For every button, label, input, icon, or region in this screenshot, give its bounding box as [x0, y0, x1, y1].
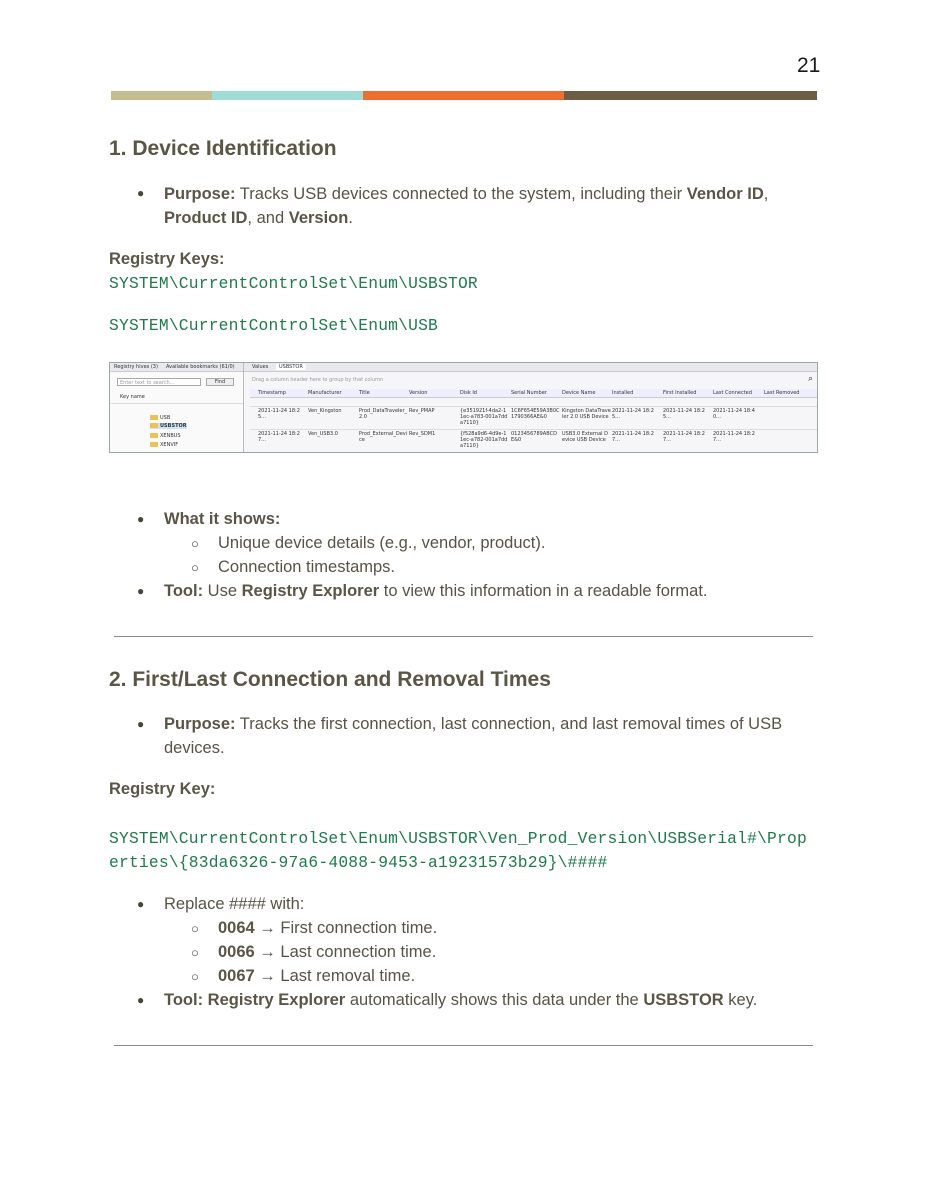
sub-bullet-icon: ○	[191, 969, 199, 984]
bar-segment-orange	[363, 91, 564, 100]
table-cell: 2021-11-24 18:25...	[612, 408, 654, 420]
table-cell	[764, 431, 813, 451]
registry-key-label: Registry Key:	[109, 780, 216, 798]
column-header[interactable]: Last Removed	[764, 390, 800, 396]
column-header[interactable]: First Installed	[663, 390, 697, 396]
section1-heading: 1. Device Identification	[109, 137, 337, 160]
table-cell: {e351921f-4da2-11ec-a783-001a7dda7110}	[460, 408, 508, 426]
table-cell: 2021-11-24 18:27...	[612, 431, 654, 443]
registry-key-line2: erties\{83da6326-97a6-4088-9453-a19231573b29}\####	[109, 853, 608, 872]
section2-tool: Tool: Registry Explorer automatically shows this data under the USBSTOR key.	[164, 991, 758, 1009]
what-item-2: Connection timestamps.	[218, 558, 395, 576]
tree-item-xenvif[interactable]: XENVIF	[150, 442, 178, 448]
column-header[interactable]: Device Name	[562, 390, 596, 396]
search-icon[interactable]: ⌕	[807, 374, 813, 384]
value-item-0064: 0064 → First connection time.	[218, 919, 438, 937]
table-cell: 0123456789ABCDE&0	[511, 431, 557, 443]
table-cell: USB3.0 External Device USB Device	[562, 431, 608, 443]
section2-heading: 2. First/Last Connection and Removal Times	[109, 668, 551, 691]
bar-segment-brown	[564, 91, 817, 100]
registry-key-usb: SYSTEM\CurrentControlSet\Enum\USB	[109, 316, 439, 335]
replace-text: Replace #### with:	[164, 895, 305, 913]
table-cell: {f528a9d6-4d9e-11ec-a782-001a7dda7110}	[460, 431, 508, 449]
table-cell: 1C6F654E59A3B0C1790366AE&0	[511, 408, 560, 420]
divider	[114, 636, 813, 637]
registry-explorer-screenshot	[109, 362, 818, 453]
folder-icon	[150, 433, 158, 438]
values-pane	[244, 363, 817, 453]
sub-bullet-icon: ○	[191, 536, 199, 551]
bar-segment-teal	[212, 91, 363, 100]
tree-item-usbstor[interactable]: USBSTOR	[150, 423, 187, 429]
bullet-icon: ●	[137, 584, 145, 598]
what-it-shows-label: What it shows:	[164, 510, 281, 528]
key-name-header: Key name	[120, 394, 145, 400]
section1-tool: Tool: Use Registry Explorer to view this information in a readable format.	[164, 582, 708, 600]
right-tabs	[244, 363, 817, 372]
table-cell: Prod_External_Device	[359, 431, 408, 443]
page-number: 21	[797, 54, 821, 77]
left-tabs	[110, 363, 243, 372]
table-cell: Prod_DataTraveler_2.0	[359, 408, 408, 420]
section2-purpose: Purpose: Tracks the first connection, last connection, and last removal times of USB devices.	[164, 715, 783, 757]
column-header[interactable]: Version	[409, 390, 428, 396]
table-cell: Rev_SDM1	[409, 431, 436, 437]
table-cell: Kingston DataTraveler 2.0 USB Device	[562, 408, 611, 420]
folder-icon	[150, 442, 158, 447]
table-cell: 2021-11-24 18:27...	[258, 431, 300, 443]
bullet-icon: ●	[137, 717, 145, 731]
table-cell: 2021-11-24 18:40...	[713, 408, 755, 420]
value-item-0067: 0067 → Last removal time.	[218, 967, 416, 985]
find-button[interactable]: Find	[206, 378, 234, 386]
registry-key-line1: SYSTEM\CurrentControlSet\Enum\USBSTOR\Ven_Prod_Version\USBSerial#\Prop	[109, 829, 807, 848]
group-hint: Drag a column header here to group by that column	[252, 377, 384, 383]
bullet-icon: ●	[137, 993, 145, 1007]
tree-item-xenbus[interactable]: XENBUS	[150, 433, 181, 439]
registry-key-usbstor: SYSTEM\CurrentControlSet\Enum\USBSTOR	[109, 274, 478, 293]
table-cell: 2021-11-24 18:27...	[663, 431, 705, 443]
tab-usbstor[interactable]: USBSTOR	[276, 364, 306, 370]
tab-registry-hives[interactable]: Registry hives (3)	[114, 364, 158, 370]
bullet-icon: ●	[137, 186, 145, 200]
column-header[interactable]: Title	[359, 390, 370, 396]
value-item-0066: 0066 → Last connection time.	[218, 943, 437, 961]
tab-values[interactable]: Values	[252, 364, 269, 370]
column-header[interactable]: Timestamp	[258, 390, 286, 396]
table-cell: 2021-11-24 18:27...	[713, 431, 755, 443]
table-cell: Ven_USB3.0	[308, 431, 338, 437]
table-cell: 2021-11-24 18:25...	[663, 408, 705, 420]
header-color-bar	[111, 91, 817, 100]
section1-purpose: Purpose: Tracks USB devices connected to the system, including their Vendor ID, Product ID, and Version.	[164, 185, 769, 227]
bullet-icon: ●	[137, 512, 145, 526]
sub-bullet-icon: ○	[191, 560, 199, 575]
column-header[interactable]: Disk Id	[460, 390, 477, 396]
column-header[interactable]: Manufacturer	[308, 390, 342, 396]
table-cell: Rev_PMAP	[409, 408, 435, 414]
column-header[interactable]: Installed	[612, 390, 634, 396]
tab-bookmarks[interactable]: Available bookmarks (61/0)	[166, 364, 235, 370]
registry-keys-label: Registry Keys:	[109, 250, 225, 268]
registry-hives-pane	[110, 363, 244, 453]
sub-bullet-icon: ○	[191, 945, 199, 960]
bar-segment-tan	[111, 91, 212, 100]
folder-icon	[150, 423, 158, 428]
table-cell	[764, 408, 813, 428]
tree-item-usb[interactable]: USB	[150, 415, 170, 421]
sub-bullet-icon: ○	[191, 921, 199, 936]
bullet-icon: ●	[137, 897, 145, 911]
search-input[interactable]: Enter text to search...	[117, 378, 201, 386]
column-header[interactable]: Last Connected	[713, 390, 752, 396]
table-cell: Ven_Kingston	[308, 408, 342, 414]
divider	[114, 1045, 813, 1046]
what-item-1: Unique device details (e.g., vendor, product).	[218, 534, 546, 552]
table-cell: 2021-11-24 18:25...	[258, 408, 300, 420]
column-header[interactable]: Serial Number	[511, 390, 547, 396]
folder-icon	[150, 415, 158, 420]
